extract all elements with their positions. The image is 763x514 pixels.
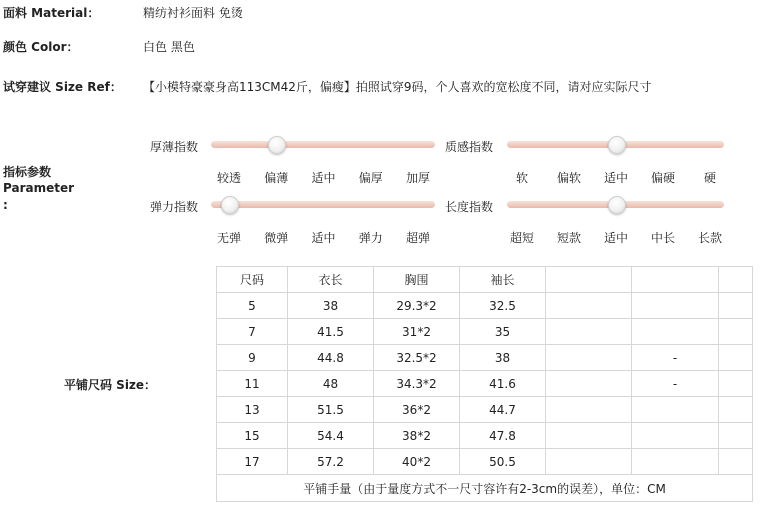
elasticity-slider-tick: 无弹 (216, 231, 242, 245)
table-cell: 38 (288, 293, 374, 319)
texture-slider-knob[interactable] (608, 136, 626, 154)
table-cell: 48 (288, 371, 374, 397)
table-row (217, 449, 753, 475)
table-cell: 31*2 (374, 319, 460, 345)
table-cell: 36*2 (374, 397, 460, 423)
table-cell: 57.2 (288, 449, 374, 475)
table-cell: 29.3*2 (374, 293, 460, 319)
table-cell: 41.5 (288, 319, 374, 345)
table-cell: 32.5 (460, 293, 546, 319)
table-cell: 13 (217, 397, 288, 423)
table-cell: 44.7 (460, 397, 546, 423)
table-cell (632, 397, 719, 423)
elasticity-slider-tick: 适中 (311, 231, 336, 245)
table-cell (719, 449, 753, 475)
table-cell: - (632, 345, 719, 371)
table-cell: 5 (217, 293, 288, 319)
thickness-slider-label: 厚薄指数 (150, 140, 199, 154)
table-cell (632, 423, 719, 449)
table-cell: 34.3*2 (374, 371, 460, 397)
thickness-slider-tick: 加厚 (405, 171, 431, 185)
table-cell (632, 293, 719, 319)
size-table-label: 平铺尺码 Size： (64, 378, 157, 392)
table-cell: 32.5*2 (374, 345, 460, 371)
table-row (217, 423, 753, 449)
table-cell (546, 371, 632, 397)
size-ref-label: 试穿建议 Size Ref： (3, 80, 122, 94)
table-cell: 40*2 (374, 449, 460, 475)
table-header-cell: 衣长 (288, 267, 374, 293)
table-cell (546, 423, 632, 449)
table-header-cell (632, 267, 719, 293)
table-row (217, 397, 753, 423)
table-row (217, 371, 753, 397)
length-slider-tick: 长款 (697, 231, 723, 245)
table-cell: 51.5 (288, 397, 374, 423)
table-cell: 15 (217, 423, 288, 449)
thickness-slider-track[interactable] (211, 141, 435, 148)
length-slider-label: 长度指数 (445, 200, 494, 214)
table-header-cell: 胸围 (374, 267, 460, 293)
elasticity-slider-label: 弹力指数 (150, 200, 199, 214)
table-cell (719, 423, 753, 449)
table-cell: 11 (217, 371, 288, 397)
thickness-slider-knob[interactable] (268, 136, 286, 154)
material-label: 面料 Material： (3, 6, 100, 20)
table-header-cell: 袖长 (460, 267, 546, 293)
table-header-row (217, 267, 753, 293)
material-value: 精纺衬衫面料 免烫 (143, 6, 243, 20)
table-cell: - (632, 371, 719, 397)
table-header-cell (546, 267, 632, 293)
size-ref-value: 【小模特豪豪身高113CM42斤，偏瘦】拍照试穿9码，个人喜欢的宽松度不同，请对应实际尺寸 (143, 80, 652, 94)
elasticity-slider-knob[interactable] (221, 196, 239, 214)
table-cell (546, 449, 632, 475)
texture-slider-tick: 适中 (603, 171, 629, 185)
table-cell: 50.5 (460, 449, 546, 475)
measurement-note: 平铺手量（由于量度方式不一尺寸容许有2-3cm的误差），单位：CM (217, 475, 753, 502)
table-cell (632, 319, 719, 345)
table-cell (719, 293, 753, 319)
texture-slider-tick: 软 (515, 171, 529, 185)
parameter-label-en: Parameter (3, 181, 75, 195)
thickness-slider-tick: 适中 (311, 171, 336, 185)
table-cell: 44.8 (288, 345, 374, 371)
table-cell (719, 345, 753, 371)
texture-slider-tick: 偏软 (556, 171, 582, 185)
parameter-label-cn: 指标参数 (3, 165, 52, 179)
thickness-slider-tick: 偏厚 (358, 171, 383, 185)
elasticity-slider-tick: 微弹 (264, 231, 289, 245)
table-cell (546, 345, 632, 371)
table-note-row (217, 475, 753, 502)
length-slider-tick: 超短 (509, 231, 535, 245)
elasticity-slider-tick: 弹力 (358, 231, 383, 245)
table-cell: 38 (460, 345, 546, 371)
thickness-slider-tick: 较透 (216, 171, 242, 185)
length-slider-tick: 适中 (603, 231, 629, 245)
table-cell: 38*2 (374, 423, 460, 449)
table-row (217, 293, 753, 319)
table-cell: 17 (217, 449, 288, 475)
table-cell (719, 371, 753, 397)
texture-slider-tick: 硬 (703, 171, 717, 185)
table-cell: 9 (217, 345, 288, 371)
elasticity-slider-tick: 超弹 (405, 231, 431, 245)
length-slider-tick: 中长 (650, 231, 676, 245)
table-cell: 35 (460, 319, 546, 345)
table-cell: 41.6 (460, 371, 546, 397)
table-cell (546, 397, 632, 423)
table-cell (546, 293, 632, 319)
table-cell (632, 449, 719, 475)
texture-slider-label: 质感指数 (445, 140, 494, 154)
table-cell (719, 397, 753, 423)
table-cell (546, 319, 632, 345)
size-table (216, 266, 753, 502)
color-value: 白色 黑色 (143, 40, 195, 54)
table-row (217, 319, 753, 345)
parameter-colon: : (3, 198, 8, 212)
length-slider-tick: 短款 (556, 231, 582, 245)
table-header-cell: 尺码 (217, 267, 288, 293)
length-slider-knob[interactable] (608, 196, 626, 214)
elasticity-slider-track[interactable] (211, 201, 435, 208)
thickness-slider-tick: 偏薄 (264, 171, 289, 185)
color-label: 颜色 Color： (3, 40, 79, 54)
table-cell (719, 319, 753, 345)
table-cell: 54.4 (288, 423, 374, 449)
table-cell: 7 (217, 319, 288, 345)
table-cell: 47.8 (460, 423, 546, 449)
table-header-cell (719, 267, 753, 293)
table-row (217, 345, 753, 371)
texture-slider-tick: 偏硬 (650, 171, 676, 185)
